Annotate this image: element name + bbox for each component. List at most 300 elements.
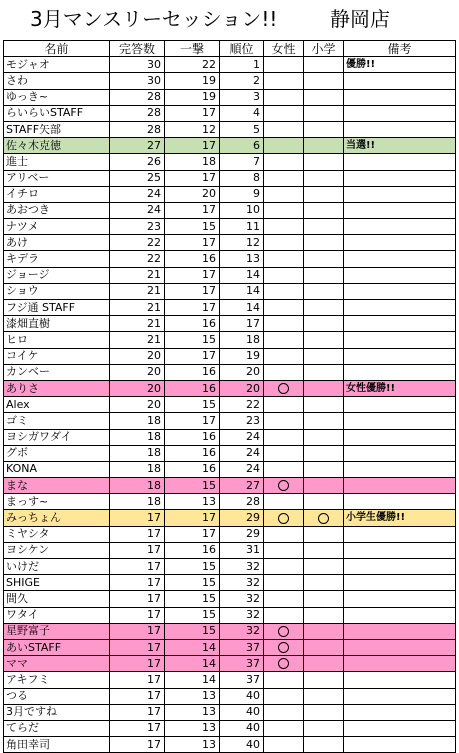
- elementary-cell: [304, 186, 344, 202]
- rank-cell: 32: [220, 623, 264, 639]
- table-row: [4, 478, 456, 494]
- rank-cell: 40: [220, 688, 264, 704]
- notes-cell: [344, 348, 456, 364]
- elementary-cell: [304, 348, 344, 364]
- female-cell: [264, 300, 304, 316]
- rank-cell: 40: [220, 737, 264, 753]
- rank-cell: 13: [220, 251, 264, 267]
- name-cell: 間久: [4, 591, 110, 607]
- total-cell: 30: [110, 73, 165, 89]
- rank-cell: 20: [220, 380, 264, 396]
- total-cell: 20: [110, 348, 165, 364]
- elementary-cell: [304, 720, 344, 736]
- total-cell: 26: [110, 154, 165, 170]
- name-cell: カンベー: [4, 364, 110, 380]
- elementary-cell: [304, 445, 344, 461]
- circle-mark-icon: [278, 658, 289, 669]
- notes-cell: [344, 461, 456, 477]
- total-cell: 21: [110, 283, 165, 299]
- table-row: [4, 429, 456, 445]
- table-row: [4, 607, 456, 623]
- one-shot-cell: 16: [165, 429, 220, 445]
- female-cell: [264, 89, 304, 105]
- notes-cell: [344, 591, 456, 607]
- table-row: [4, 494, 456, 510]
- rank-cell: 19: [220, 348, 264, 364]
- notes-cell: [344, 332, 456, 348]
- one-shot-cell: 17: [165, 267, 220, 283]
- one-shot-cell: 17: [165, 170, 220, 186]
- rank-cell: 14: [220, 300, 264, 316]
- female-cell: [264, 559, 304, 575]
- elementary-cell: [304, 575, 344, 591]
- female-cell: [264, 607, 304, 623]
- elementary-cell: [304, 138, 344, 154]
- name-cell: コイケ: [4, 348, 110, 364]
- rank-cell: 4: [220, 105, 264, 121]
- elementary-cell: [304, 170, 344, 186]
- one-shot-cell: 16: [165, 316, 220, 332]
- session-title: 3月マンスリーセッション!!: [30, 7, 278, 31]
- rank-cell: 23: [220, 413, 264, 429]
- circle-mark-icon: [278, 626, 289, 637]
- rank-cell: 32: [220, 607, 264, 623]
- name-cell: フジ通 STAFF: [4, 300, 110, 316]
- elementary-cell: [304, 429, 344, 445]
- name-cell: ママ: [4, 656, 110, 672]
- elementary-cell: [304, 656, 344, 672]
- circle-mark-icon: [278, 642, 289, 653]
- table-row: [4, 364, 456, 380]
- female-cell: [264, 57, 304, 73]
- one-shot-cell: 16: [165, 461, 220, 477]
- female-cell: [264, 267, 304, 283]
- elementary-cell: [304, 332, 344, 348]
- circle-mark-icon: [278, 383, 289, 394]
- total-cell: 28: [110, 121, 165, 137]
- notes-cell: [344, 154, 456, 170]
- name-cell: KONA: [4, 461, 110, 477]
- rank-cell: 32: [220, 559, 264, 575]
- name-cell: ジョージ: [4, 267, 110, 283]
- female-cell: [264, 186, 304, 202]
- total-cell: 21: [110, 267, 165, 283]
- name-cell: ヨシケン: [4, 542, 110, 558]
- female-cell: [264, 105, 304, 121]
- rank-cell: 7: [220, 154, 264, 170]
- rank-cell: 29: [220, 510, 264, 526]
- name-cell: ミヤシタ: [4, 526, 110, 542]
- name-cell: つる: [4, 688, 110, 704]
- table-row: [4, 542, 456, 558]
- one-shot-cell: 13: [165, 737, 220, 753]
- name-cell: 漆畑直樹: [4, 316, 110, 332]
- female-cell: [264, 542, 304, 558]
- notes-cell: [344, 235, 456, 251]
- notes-cell: [344, 300, 456, 316]
- female-cell: [264, 364, 304, 380]
- rank-cell: 6: [220, 138, 264, 154]
- notes-cell: [344, 542, 456, 558]
- one-shot-cell: 16: [165, 445, 220, 461]
- table-row: [4, 591, 456, 607]
- rank-cell: 24: [220, 461, 264, 477]
- total-cell: 23: [110, 219, 165, 235]
- rank-cell: 37: [220, 656, 264, 672]
- female-cell: [264, 623, 304, 639]
- total-cell: 21: [110, 332, 165, 348]
- one-shot-cell: 13: [165, 688, 220, 704]
- one-shot-cell: 22: [165, 57, 220, 73]
- female-cell: [264, 316, 304, 332]
- one-shot-cell: 13: [165, 494, 220, 510]
- total-cell: 17: [110, 688, 165, 704]
- female-cell: [264, 478, 304, 494]
- one-shot-cell: 15: [165, 332, 220, 348]
- notes-cell: [344, 737, 456, 753]
- one-shot-cell: 17: [165, 300, 220, 316]
- total-cell: 17: [110, 704, 165, 720]
- rank-cell: 37: [220, 672, 264, 688]
- table-row: [4, 138, 456, 154]
- elementary-cell: [304, 526, 344, 542]
- female-cell: [264, 235, 304, 251]
- name-cell: らいらいSTAFF: [4, 105, 110, 121]
- name-cell: 星野富子: [4, 623, 110, 639]
- table-row: [4, 510, 456, 526]
- name-cell: ありさ: [4, 380, 110, 396]
- elementary-cell: [304, 688, 344, 704]
- female-cell: [264, 154, 304, 170]
- total-cell: 18: [110, 413, 165, 429]
- elementary-cell: [304, 121, 344, 137]
- name-cell: アキフミ: [4, 672, 110, 688]
- female-cell: [264, 510, 304, 526]
- female-cell: [264, 704, 304, 720]
- name-cell: ヨシガワダイ: [4, 429, 110, 445]
- notes-cell: [344, 121, 456, 137]
- one-shot-cell: 16: [165, 364, 220, 380]
- elementary-cell: [304, 316, 344, 332]
- total-cell: 18: [110, 494, 165, 510]
- female-cell: [264, 591, 304, 607]
- elementary-cell: [304, 283, 344, 299]
- rank-cell: 28: [220, 494, 264, 510]
- rank-cell: 29: [220, 526, 264, 542]
- circle-mark-icon: [318, 513, 329, 524]
- elementary-cell: [304, 397, 344, 413]
- notes-cell: [344, 672, 456, 688]
- name-cell: イチロ: [4, 186, 110, 202]
- female-cell: [264, 575, 304, 591]
- total-cell: 17: [110, 575, 165, 591]
- total-cell: 21: [110, 316, 165, 332]
- rank-cell: 20: [220, 364, 264, 380]
- one-shot-cell: 20: [165, 186, 220, 202]
- table-row: [4, 57, 456, 73]
- one-shot-cell: 15: [165, 623, 220, 639]
- elementary-cell: [304, 704, 344, 720]
- one-shot-cell: 17: [165, 283, 220, 299]
- notes-cell: [344, 623, 456, 639]
- header-female: 女性: [264, 41, 304, 57]
- notes-cell: [344, 704, 456, 720]
- female-cell: [264, 73, 304, 89]
- table-row: [4, 575, 456, 591]
- total-cell: 30: [110, 57, 165, 73]
- elementary-cell: [304, 235, 344, 251]
- female-cell: [264, 688, 304, 704]
- notes-cell: [344, 316, 456, 332]
- notes-cell: [344, 494, 456, 510]
- table-row: [4, 639, 456, 655]
- total-cell: 18: [110, 445, 165, 461]
- name-cell: 3月ですね: [4, 704, 110, 720]
- rank-cell: 14: [220, 267, 264, 283]
- total-cell: 17: [110, 542, 165, 558]
- table-row: [4, 461, 456, 477]
- one-shot-cell: 17: [165, 138, 220, 154]
- name-cell: ゴミ: [4, 413, 110, 429]
- total-cell: 17: [110, 639, 165, 655]
- name-cell: 佐々木克徳: [4, 138, 110, 154]
- table-row: [4, 219, 456, 235]
- female-cell: [264, 121, 304, 137]
- table-row: [4, 154, 456, 170]
- notes-cell: [344, 607, 456, 623]
- elementary-cell: [304, 478, 344, 494]
- total-cell: 17: [110, 559, 165, 575]
- notes-cell: 小学生優勝!!: [344, 510, 456, 526]
- store-name: 静岡店: [330, 7, 390, 31]
- name-cell: ヒロ: [4, 332, 110, 348]
- rank-cell: 11: [220, 219, 264, 235]
- one-shot-cell: 17: [165, 235, 220, 251]
- elementary-cell: [304, 73, 344, 89]
- total-cell: 28: [110, 89, 165, 105]
- rank-cell: 2: [220, 73, 264, 89]
- total-cell: 24: [110, 186, 165, 202]
- one-shot-cell: 17: [165, 105, 220, 121]
- rank-cell: 14: [220, 283, 264, 299]
- name-cell: まっす~: [4, 494, 110, 510]
- table-row: [4, 380, 456, 396]
- rank-cell: 27: [220, 478, 264, 494]
- elementary-cell: [304, 251, 344, 267]
- one-shot-cell: 17: [165, 526, 220, 542]
- rank-cell: 40: [220, 704, 264, 720]
- header-one-shot: 一撃: [165, 41, 220, 57]
- notes-cell: [344, 526, 456, 542]
- one-shot-cell: 15: [165, 591, 220, 607]
- name-cell: Alex: [4, 397, 110, 413]
- one-shot-cell: 15: [165, 397, 220, 413]
- elementary-cell: [304, 737, 344, 753]
- elementary-cell: [304, 494, 344, 510]
- notes-cell: 女性優勝!!: [344, 380, 456, 396]
- notes-cell: [344, 397, 456, 413]
- notes-cell: [344, 413, 456, 429]
- elementary-cell: [304, 154, 344, 170]
- name-cell: ワタイ: [4, 607, 110, 623]
- total-cell: 22: [110, 235, 165, 251]
- table-row: [4, 300, 456, 316]
- notes-cell: [344, 575, 456, 591]
- table-row: [4, 170, 456, 186]
- table-row: [4, 737, 456, 753]
- name-cell: 進士: [4, 154, 110, 170]
- table-row: [4, 251, 456, 267]
- name-cell: みっちょん: [4, 510, 110, 526]
- header-notes: 備考: [344, 41, 456, 57]
- sheet-title: [0, 0, 459, 38]
- elementary-cell: [304, 219, 344, 235]
- elementary-cell: [304, 300, 344, 316]
- name-cell: あいSTAFF: [4, 639, 110, 655]
- elementary-cell: [304, 267, 344, 283]
- female-cell: [264, 720, 304, 736]
- one-shot-cell: 14: [165, 672, 220, 688]
- elementary-cell: [304, 413, 344, 429]
- female-cell: [264, 283, 304, 299]
- rank-cell: 8: [220, 170, 264, 186]
- female-cell: [264, 251, 304, 267]
- total-cell: 17: [110, 623, 165, 639]
- one-shot-cell: 15: [165, 219, 220, 235]
- table-row: [4, 186, 456, 202]
- total-cell: 20: [110, 397, 165, 413]
- female-cell: [264, 348, 304, 364]
- notes-cell: [344, 559, 456, 575]
- female-cell: [264, 672, 304, 688]
- table-row: [4, 688, 456, 704]
- one-shot-cell: 17: [165, 348, 220, 364]
- name-cell: まな: [4, 478, 110, 494]
- notes-cell: [344, 283, 456, 299]
- elementary-cell: [304, 623, 344, 639]
- notes-cell: [344, 445, 456, 461]
- table-row: [4, 89, 456, 105]
- name-cell: ショウ: [4, 283, 110, 299]
- elementary-cell: [304, 202, 344, 218]
- total-cell: 18: [110, 478, 165, 494]
- female-cell: [264, 494, 304, 510]
- total-cell: 21: [110, 300, 165, 316]
- elementary-cell: [304, 607, 344, 623]
- name-cell: アリベー: [4, 170, 110, 186]
- total-cell: 18: [110, 429, 165, 445]
- table-row: [4, 202, 456, 218]
- header-row: [4, 41, 456, 57]
- female-cell: [264, 202, 304, 218]
- one-shot-cell: 18: [165, 154, 220, 170]
- elementary-cell: [304, 105, 344, 121]
- rank-cell: 24: [220, 445, 264, 461]
- total-cell: 28: [110, 105, 165, 121]
- table-row: [4, 413, 456, 429]
- table-row: [4, 332, 456, 348]
- female-cell: [264, 332, 304, 348]
- name-cell: ゆっき~: [4, 89, 110, 105]
- name-cell: 角田幸司: [4, 737, 110, 753]
- table-row: [4, 397, 456, 413]
- table-row: [4, 73, 456, 89]
- female-cell: [264, 737, 304, 753]
- notes-cell: [344, 478, 456, 494]
- rank-cell: 1: [220, 57, 264, 73]
- table-row: [4, 559, 456, 575]
- table-row: [4, 656, 456, 672]
- one-shot-cell: 16: [165, 542, 220, 558]
- one-shot-cell: 13: [165, 720, 220, 736]
- total-cell: 25: [110, 170, 165, 186]
- notes-cell: [344, 89, 456, 105]
- circle-mark-icon: [278, 480, 289, 491]
- elementary-cell: [304, 672, 344, 688]
- one-shot-cell: 14: [165, 656, 220, 672]
- one-shot-cell: 19: [165, 89, 220, 105]
- circle-mark-icon: [278, 513, 289, 524]
- female-cell: [264, 397, 304, 413]
- notes-cell: [344, 202, 456, 218]
- header-rank: 順位: [220, 41, 264, 57]
- total-cell: 18: [110, 461, 165, 477]
- rank-cell: 10: [220, 202, 264, 218]
- total-cell: 17: [110, 607, 165, 623]
- rank-cell: 3: [220, 89, 264, 105]
- name-cell: あけ: [4, 235, 110, 251]
- one-shot-cell: 17: [165, 202, 220, 218]
- name-cell: モジャオ: [4, 57, 110, 73]
- elementary-cell: [304, 559, 344, 575]
- notes-cell: 当選!!: [344, 138, 456, 154]
- total-cell: 17: [110, 656, 165, 672]
- elementary-cell: [304, 639, 344, 655]
- elementary-cell: [304, 364, 344, 380]
- name-cell: ナツメ: [4, 219, 110, 235]
- header-name: 名前: [4, 41, 110, 57]
- name-cell: STAFF矢部: [4, 121, 110, 137]
- elementary-cell: [304, 89, 344, 105]
- rank-cell: 17: [220, 316, 264, 332]
- name-cell: SHIGE: [4, 575, 110, 591]
- elementary-cell: [304, 510, 344, 526]
- female-cell: [264, 219, 304, 235]
- notes-cell: [344, 251, 456, 267]
- female-cell: [264, 526, 304, 542]
- name-cell: さわ: [4, 73, 110, 89]
- notes-cell: [344, 267, 456, 283]
- table-row: [4, 623, 456, 639]
- elementary-cell: [304, 461, 344, 477]
- total-cell: 27: [110, 138, 165, 154]
- rank-cell: 40: [220, 720, 264, 736]
- one-shot-cell: 15: [165, 575, 220, 591]
- total-cell: 24: [110, 202, 165, 218]
- total-cell: 17: [110, 526, 165, 542]
- table-row: [4, 526, 456, 542]
- one-shot-cell: 19: [165, 73, 220, 89]
- total-cell: 17: [110, 510, 165, 526]
- one-shot-cell: 17: [165, 510, 220, 526]
- female-cell: [264, 429, 304, 445]
- name-cell: あおつき: [4, 202, 110, 218]
- one-shot-cell: 16: [165, 380, 220, 396]
- total-cell: 17: [110, 737, 165, 753]
- notes-cell: [344, 219, 456, 235]
- rank-cell: 24: [220, 429, 264, 445]
- name-cell: キデラ: [4, 251, 110, 267]
